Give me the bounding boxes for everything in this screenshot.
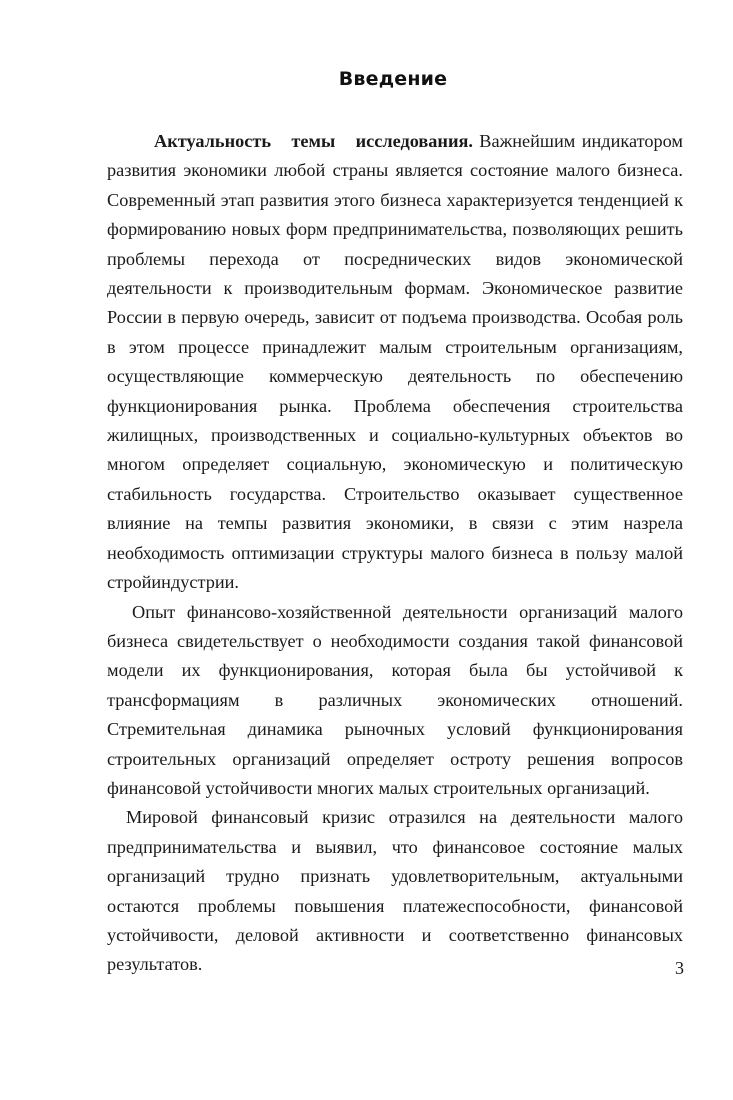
page-number: 3	[675, 958, 684, 978]
page-title: Введение	[338, 68, 448, 90]
paragraph-crisis: Мировой финансовый кризис отразился на деятельности малого предпринимательства и выявил, что финансовое состояние малых организаций трудно признать удовлетворительным, актуальными остаются проблемы повышения платежеспособности, финансовой устойчивости, деловой активности и соответственно финансовых результатов.	[107, 807, 683, 975]
paragraph-relevance	[107, 127, 683, 598]
paragraph-lead: Актуальность темы исследования.	[154, 131, 473, 151]
paragraph-experience: Опыт финансово-хозяйственной деятельности организаций малого бизнеса свидетельствует о необходимости создания такой финансовой модели их функционирования, которая была бы устойчивой к трансформациям в различных экономических отношений. Стремительная динамика рыночных условий функционирования строительных организаций определяет остроту решения вопросов финансовой устойчивости многих малых строительных организаций.	[107, 601, 683, 798]
paragraph-text: Важнейшим индикатором развития экономики любой страны является состояние малого бизнеса. Современный этап развития этого бизнеса характеризуется тенденцией к формированию новых форм предпринимательства, позволяющих решить проблемы перехода от посреднических видов экономической деятельности к производительным формам. Экономическое развитие России в первую очередь, зависит от подъема производства. Особая роль в этом процессе принадлежит малым строительным организациям, осуществляющие коммерческую деятельность по обеспечению функционирования рынка. Проблема обеспечения строительства жилищных, производственных и социально-культурных объектов во многом определяет социальную, экономическую и политическую стабильность государства. Строительство оказывает существенное влияние на темпы развития экономики, в связи с этим назрела необходимость оптимизации структуры малого бизнеса в пользу малой стройиндустрии.	[107, 131, 683, 593]
document-body	[107, 127, 683, 980]
